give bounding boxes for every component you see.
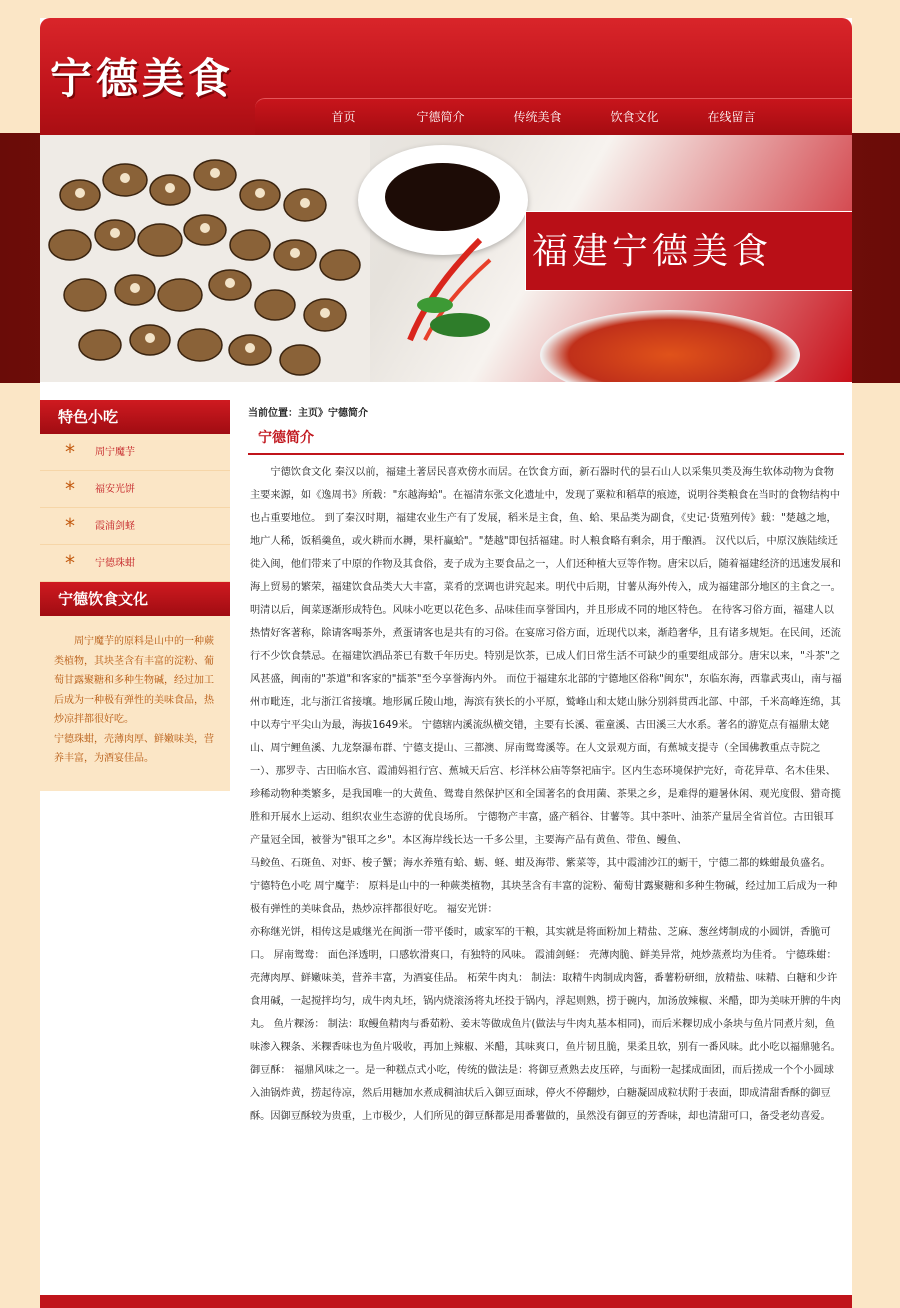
culture-paragraph: 宁德珠蚶，壳薄肉厚、鲜嫩味美，营养丰富，为酒宴佳品。 [54, 733, 214, 764]
sidebar-item-label: 福安光饼 [95, 484, 135, 495]
article-paragraph: 宁德饮食文化 秦汉以前，福建土著居民喜欢傍水而居。在饮食方面，新石器时代的昙石山人以采集贝类及海生软体动物为食物主要来源，如《逸周书》所载："东越海蛤"。在福清东张文化遗址中，发现了粟粒和稻草的痕迹，说明谷类粮食在当时的食物结构中也占重要地位。 到了秦汉时期，福建农业生产有了发展，稻米是主食，鱼、蛤、果品类为副食，《史记·货殖列传》载："楚越之地，地广人稀，饭稻羹鱼，或火耕而水耨，果杆蠃蛤"。"楚越"即包括福建。时人粮食略有剩余，用于酿酒。 汉代以后，中原汉族陆续迁徙入闽，他们带来了中原的作物及其食俗，麦子成为主要食品之一，人们还种植大豆等作物。唐宋以后，随着福建经济的迅速发展和海上贸易的繁荣，福建饮食品类大大丰富，菜肴的烹调也讲究起来。明代中后期，甘薯从海外传入，成为福建部分地区的主食之一。明清以后，闽菜逐渐形成特色。风味小吃更以花色多、品味佳而享誉国内，并且形成不同的地区特色。 在待客习俗方面，福建人以热情好客著称，除请客喝茶外，煮蛋请客也是共有的习俗。在宴席习俗方面，近现代以来，渐趋奢华，且有诸多规矩。在民间，还流行不少饮食禁忌。在福建饮酒品茶已有数千年历史。特别是饮茶，已成人们日常生活不可缺少的重要组成部分。唐宋以来，"斗茶"之风甚盛，闽南的"茶道"和客家的"擂茶"至今享誉海内外。 而位于福建东北部的宁德地区俗称"闽东"，东临东海，西靠武夷山，南与福州市毗连，北与浙江省接壤。地形属丘陵山地，海滨有狭长的小平原，鹫峰山和太姥山脉分别斜贯西北部、中部，千米高峰连绵，其中以寿宁平尖山为最，海拔1649米。 宁德辖内溪流纵横交错，主要有长溪、霍童溪、古田溪三大水系。著名的游览点有福鼎太姥山、周宁鲤鱼溪、九龙祭瀑布群、宁德支提山、三都澳、屏南鸳鸯溪等。在人文景观方面，有蕉城支提寺（全国佛教重点寺院之一）、那罗寺、古田临水宫、霞浦妈祖行宫、蕉城天后宫、杉洋林公庙等祭祀庙宇。区内生态环境保护完好，奇花异草、名木佳果、珍稀动物种类繁多，是我国唯一的大黄鱼、鸳鸯自然保护区和全国著名的食用菌、茶果之乡，是难得的避暑休闲、观光度假、猎奇揽胜和开展水上运动、组织农业生态游的优良场所。 宁德物产丰富，盛产稻谷、甘薯等。其中茶叶、油茶产量居全省首位。古田银耳产量冠全国，被誉为"银耳之乡"。本区海岸线长达一千多公里，主要海产品有黄鱼、带鱼、鳗鱼、 [250, 467, 842, 846]
page-wrapper [40, 18, 852, 1308]
sidebar-item-xiapu-razor-clam[interactable] [40, 508, 230, 545]
nav-item-intro[interactable]: 宁德简介 [416, 110, 465, 124]
nav-item-food-culture[interactable]: 饮食文化 [610, 110, 659, 124]
sidebar [40, 400, 230, 791]
crab-dish [540, 310, 800, 382]
page-title: 宁德简介 [248, 425, 844, 455]
sidebar-item-label: 宁德珠蚶 [95, 558, 135, 569]
culture-paragraph: 周宁魔芋的原料是山中的一种蕨类植物，其块茎含有丰富的淀粉、葡萄甘露聚糖和多种生物碱，经过加工后成为一种极有弹性的美味食品，热炒凉拌都很好吃。 [54, 636, 214, 725]
sidebar-item-label: 周宁魔芋 [95, 447, 135, 458]
article-paragraph: 马鲛鱼、石斑鱼、对虾、梭子蟹；海水养殖有蛤、蛎、蛏、蚶及海带、紫菜等，其中霞浦沙江的蛎干，宁德二都的蛛蚶最负盛名。 宁德特色小吃 周宁魔芋： 原料是山中的一种蕨类植物，其块茎含有丰富的淀粉、葡萄甘露聚糖和多种生物碱，经过加工后成为一种极有弹性的美味食品，热炒凉拌都很好吃。 福安光饼： [250, 858, 838, 915]
main-content [248, 400, 844, 1128]
sidebar-culture-text [40, 616, 230, 791]
star-icon: * [65, 551, 75, 575]
site-header [40, 18, 852, 135]
sidebar-snacks-title: 特色小吃 [40, 400, 230, 434]
article-paragraph: 亦称继光饼，相传这是戚继光在闽浙一带平倭时，戚家军的干粮，其实就是将面粉加上精盐、芝麻、葱丝烤制成的小圆饼，香脆可口。 屏南鸳鸯： 面色泽透明，口感软滑爽口，有独特的风味。 霞浦剑蛏： 壳薄肉脆、鲜美异常，炖炒蒸煮均为佳肴。 宁德珠蚶： 壳薄肉厚、鲜嫩味美，营养丰富，为酒宴佳品。 柘荣牛肉丸： 制法：取精牛肉制成肉酱，番薯粉研细，放精盐、味精、白糖和少许食用碱，一起搅拌均匀，成牛肉丸坯，锅内烧滚汤将丸坯投于锅内，浮起则熟，捞于碗内，加汤放辣椒、米醋，即为美味开脾的牛肉丸。 鱼片粿汤： 制法：取鳗鱼精肉与番茹粉、姜末等做成鱼片(做法与牛肉丸基本相同)，而后米粿切成小条块与鱼片同煮片刻，鱼味渗入粿条、米粿香味也为鱼片吸收，再加上辣椒、米醋，其味爽口，鱼片韧且脆，果柔且软，别有一番风味。此小吃以福鼎驰名。 御豆酥： 福鼎风味之一。是一种糕点式小吃，传统的做法是：将御豆煮熟去皮压碎，与面粉一起揉成面团，而后搓成一个个小圆球入油锅炸黄，捞起待凉，然后用糖加水煮成稠油状后入御豆面球，停火不停翻炒，白糖凝固成粒状附于表面，即成清甜香酥的御豆酥。因御豆酥较为贵重，上市极少，人们所见的御豆酥都是用番薯做的，虽然没有御豆的芳香味，却也清甜可口，备受老幼喜爱。 [250, 927, 841, 1122]
site-footer [40, 1295, 852, 1308]
star-icon: * [65, 477, 75, 501]
hero-banner [40, 135, 852, 382]
soy-sauce [385, 163, 500, 231]
nav-item-message[interactable]: 在线留言 [707, 110, 756, 124]
sidebar-item-fuan-guangbing[interactable] [40, 471, 230, 508]
sidebar-culture-title: 宁德饮食文化 [40, 582, 230, 616]
star-icon: * [65, 514, 75, 538]
article-body [248, 461, 844, 1128]
sidebar-item-zhouning-konjac[interactable] [40, 434, 230, 471]
nav-item-home[interactable]: 首页 [331, 110, 356, 124]
sidebar-item-label: 霞浦剑蛏 [95, 521, 135, 532]
star-icon: * [65, 440, 75, 464]
snails-illustration [40, 135, 370, 382]
sidebar-item-ningde-ark-clam[interactable] [40, 545, 230, 582]
chili-garnish-icon [390, 230, 500, 350]
banner-title: 福建宁德美食 [532, 231, 773, 272]
nav-item-traditional-food[interactable]: 传统美食 [513, 110, 562, 124]
sidebar-snacks-list [40, 434, 230, 582]
main-nav [255, 98, 852, 135]
breadcrumb: 当前位置：主页》宁德简介 [248, 408, 368, 419]
site-logo[interactable]: 宁德美食 [50, 54, 235, 103]
